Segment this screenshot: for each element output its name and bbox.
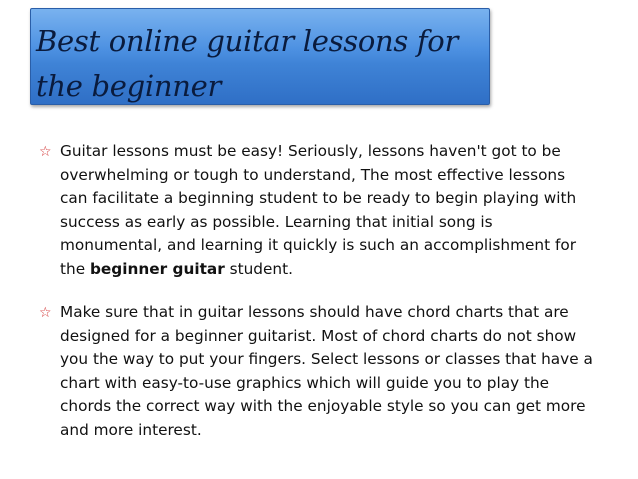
slide-title: Best online guitar lessons for the beginner: [36, 24, 459, 103]
bullet-list: [36, 140, 596, 462]
bullet-bold-text: beginner guitar: [89, 259, 225, 278]
bullet-text-before: Guitar lessons must be easy! Seriously, lessons haven't got to be overwhelming or tough to understand, The most effective lessons can facilitate a beginning student to be ready to begin playing with success as early as possible. Learning that initial song is monumental, and learning it quickly is such an accomplishment for the: [60, 142, 577, 278]
bullet-text: Make sure that in guitar lessons should have chord charts that are designed for a beginner guitarist. Most of chord charts do not show you the way to put your fingers. Select lessons or classes that have a chart with easy-to-use graphics which will guide you to play the chords the correct way with the enjoyable style so you can get more and more interest.: [60, 303, 593, 439]
bullet-item: [36, 140, 596, 281]
star-outline-icon: ☆: [39, 144, 52, 160]
bullet-item: [36, 301, 596, 442]
star-outline-icon: ☆: [39, 305, 52, 321]
bullet-text-after: student.: [224, 259, 293, 278]
